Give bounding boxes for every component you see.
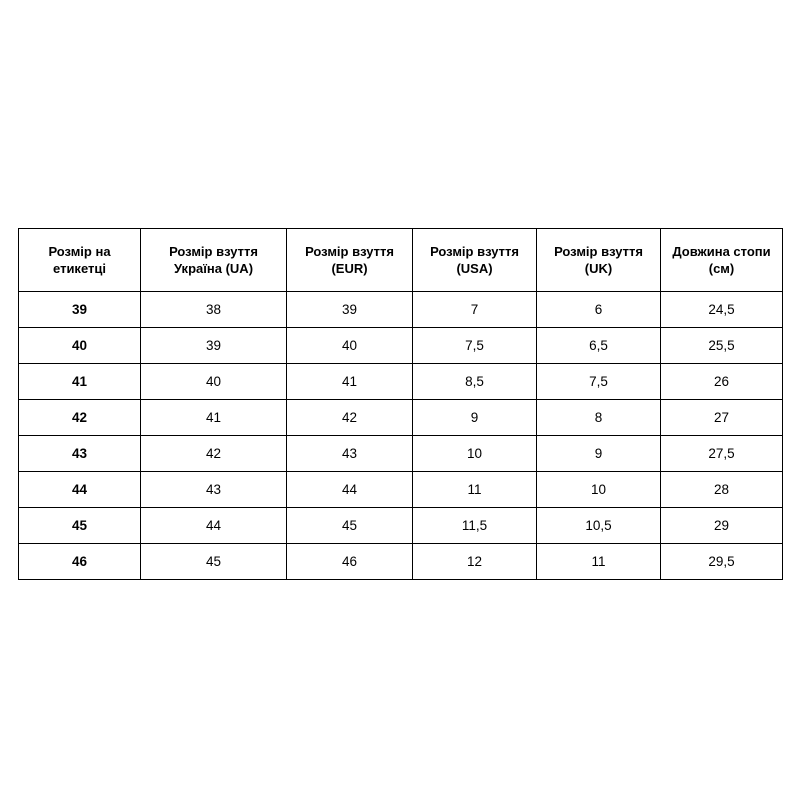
table-row <box>19 328 783 364</box>
cell-label-size: 45 <box>19 508 141 544</box>
cell-uk-size: 9 <box>537 436 661 472</box>
cell-ua-size: 44 <box>141 508 287 544</box>
cell-ua-size: 40 <box>141 364 287 400</box>
column-header-label-size: Розмір на етикетці <box>19 229 141 292</box>
cell-label-size: 42 <box>19 400 141 436</box>
column-header-usa-size: Розмір взуття (USA) <box>413 229 537 292</box>
cell-label-size: 41 <box>19 364 141 400</box>
cell-ua-size: 38 <box>141 292 287 328</box>
cell-foot-length: 29,5 <box>661 544 783 580</box>
cell-label-size: 46 <box>19 544 141 580</box>
column-header-ua-size: Розмір взуття Україна (UA) <box>141 229 287 292</box>
cell-eur-size: 46 <box>287 544 413 580</box>
cell-usa-size: 7,5 <box>413 328 537 364</box>
cell-label-size: 44 <box>19 472 141 508</box>
cell-eur-size: 41 <box>287 364 413 400</box>
cell-ua-size: 43 <box>141 472 287 508</box>
cell-eur-size: 40 <box>287 328 413 364</box>
cell-uk-size: 6 <box>537 292 661 328</box>
table-row <box>19 364 783 400</box>
table-row <box>19 544 783 580</box>
size-chart-container <box>18 228 782 580</box>
cell-foot-length: 24,5 <box>661 292 783 328</box>
table-row <box>19 400 783 436</box>
cell-uk-size: 11 <box>537 544 661 580</box>
cell-usa-size: 12 <box>413 544 537 580</box>
table-row <box>19 292 783 328</box>
cell-ua-size: 39 <box>141 328 287 364</box>
cell-eur-size: 39 <box>287 292 413 328</box>
cell-uk-size: 10,5 <box>537 508 661 544</box>
cell-usa-size: 7 <box>413 292 537 328</box>
column-header-uk-size: Розмір взуття (UK) <box>537 229 661 292</box>
cell-foot-length: 26 <box>661 364 783 400</box>
column-header-foot-length: Довжина стопи (см) <box>661 229 783 292</box>
cell-ua-size: 41 <box>141 400 287 436</box>
cell-foot-length: 27 <box>661 400 783 436</box>
cell-ua-size: 42 <box>141 436 287 472</box>
cell-label-size: 43 <box>19 436 141 472</box>
cell-usa-size: 9 <box>413 400 537 436</box>
cell-foot-length: 28 <box>661 472 783 508</box>
cell-uk-size: 7,5 <box>537 364 661 400</box>
cell-eur-size: 43 <box>287 436 413 472</box>
table-body <box>19 292 783 580</box>
cell-foot-length: 27,5 <box>661 436 783 472</box>
table-row <box>19 508 783 544</box>
table-header <box>19 229 783 292</box>
cell-uk-size: 10 <box>537 472 661 508</box>
cell-label-size: 39 <box>19 292 141 328</box>
cell-usa-size: 11,5 <box>413 508 537 544</box>
column-header-eur-size: Розмір взуття (EUR) <box>287 229 413 292</box>
cell-ua-size: 45 <box>141 544 287 580</box>
cell-label-size: 40 <box>19 328 141 364</box>
cell-usa-size: 8,5 <box>413 364 537 400</box>
cell-uk-size: 6,5 <box>537 328 661 364</box>
table-row <box>19 472 783 508</box>
cell-eur-size: 45 <box>287 508 413 544</box>
table-header-row <box>19 229 783 292</box>
cell-usa-size: 10 <box>413 436 537 472</box>
cell-eur-size: 42 <box>287 400 413 436</box>
cell-foot-length: 25,5 <box>661 328 783 364</box>
table-row <box>19 436 783 472</box>
cell-foot-length: 29 <box>661 508 783 544</box>
cell-uk-size: 8 <box>537 400 661 436</box>
cell-usa-size: 11 <box>413 472 537 508</box>
cell-eur-size: 44 <box>287 472 413 508</box>
size-chart-table <box>18 228 783 580</box>
